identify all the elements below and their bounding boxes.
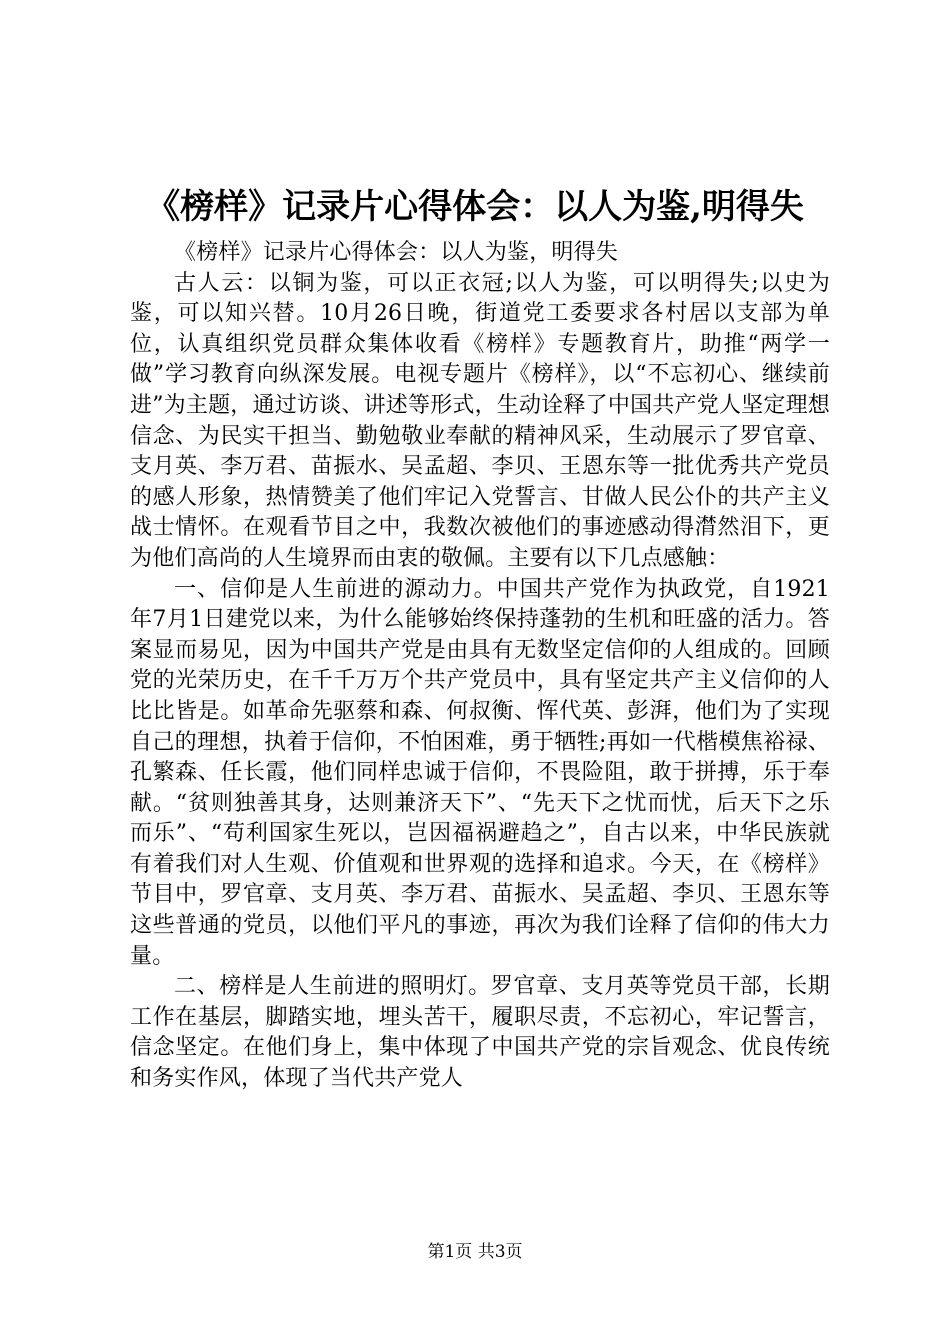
document-title: 《榜样》记录片心得体会：以人为鉴,明得失 bbox=[146, 187, 804, 227]
paragraph-point-one: 一、信仰是人生前进的源动力。中国共产党作为执政党，自1921年7月1日建党以来，为什么能够始终保持蓬勃的生机和旺盛的活力。答案显而易见，因为中国共产党是由具有无数坚定信仰的人组成的。回顾党的光荣历史，在千千万万个共产党员中，具有坚定共产主义信仰的人比比皆是。如革命先驱蔡和森、何叔衡、恽代英、彭湃，他们为了实现自己的理想，执着于信仰，不怕困难，勇于牺牲;再如一代楷模焦裕禄、孔繁森、任长霞，他们同样忠诚于信仰，不畏险阻，敢于拼搏，乐于奉献。“贫则独善其身，达则兼济天下”、“先天下之忧而忧，后天下之乐而乐”、“苟利国家生死以，岂因福祸避趋之”，自古以来，中华民族就有着我们对人生观、价值观和世界观的选择和追求。今天，在《榜样》节目中，罗官章、支月英、李万君、苗振水、吴孟超、李贝、王恩东等这些普通的党员，以他们平凡的事迹，再次为我们诠释了信仰的伟大力量。 bbox=[130, 576, 830, 969]
document-body bbox=[130, 238, 830, 1095]
page-number-footer: 第1页 共3页 bbox=[427, 1242, 523, 1262]
paragraph-point-two: 二、榜样是人生前进的照明灯。罗官章、支月英等党员干部，长期工作在基层，脚踏实地，埋头苦干，履职尽责，不忘初心，牢记誓言，信念坚定。在他们身上，集中体现了中国共产党的宗旨观念、优良传统和务实作风，体现了当代共产党人 bbox=[130, 974, 830, 1092]
paragraph-intro: 古人云：以铜为鉴，可以正衣冠;以人为鉴，可以明得失;以史为鉴，可以知兴替。10月26日晚，街道党工委要求各村居以支部为单位，认真组织党员群众集体收看《榜样》专题教育片，助推“两学一做”学习教育向纵深发展。电视专题片《榜样》，以“不忘初心、继续前进”为主题，通过访谈、讲述等形式，生动诠释了中国共产党人坚定理想信念、为民实干担当、勤勉敬业奉献的精神风采，生动展示了罗官章、支月英、李万君、苗振水、吴孟超、李贝、王恩东等一批优秀共产党员的感人形象，热情赞美了他们牢记入党誓言、甘做人民公仆的共产主义战士情怀。在观看节目之中，我数次被他们的事迹感动得潸然泪下，更为他们高尚的人生境界而由衷的敬佩。主要有以下几点感触： bbox=[130, 270, 830, 571]
paragraph-subtitle: 《榜样》记录片心得体会：以人为鉴，明得失 bbox=[174, 240, 619, 265]
